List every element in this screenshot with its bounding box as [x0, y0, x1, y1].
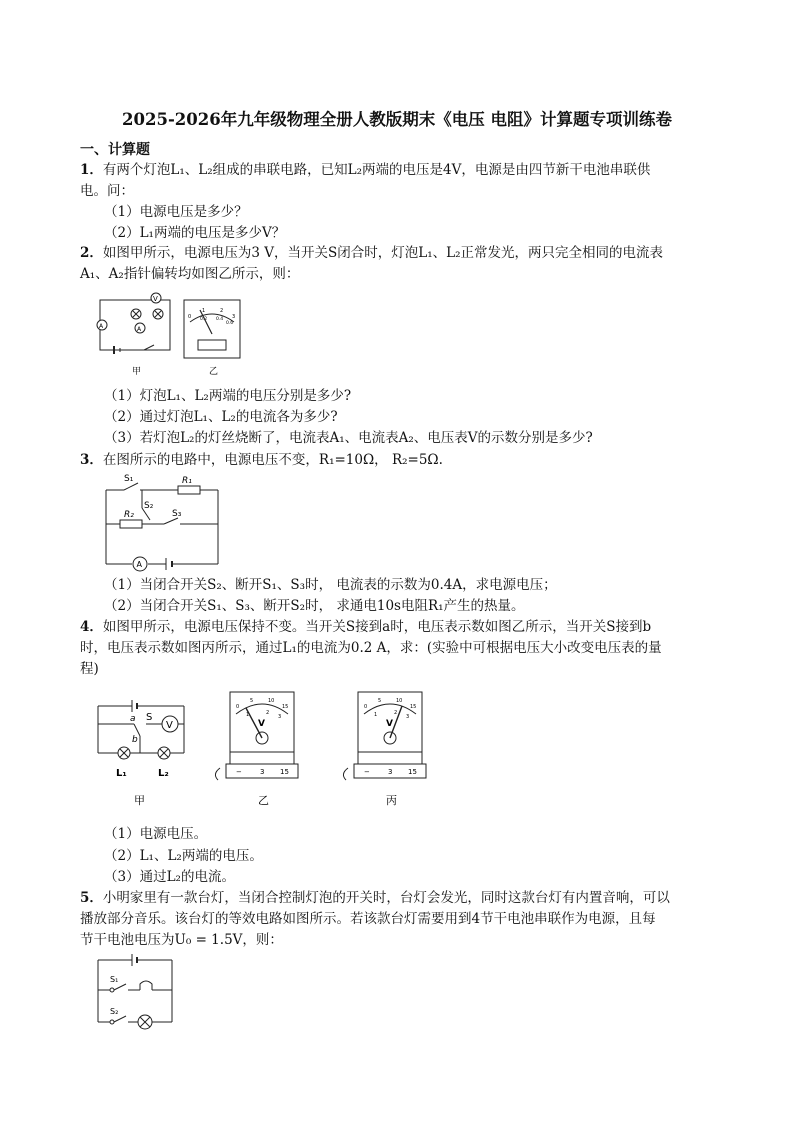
q3-line-1 — [80, 450, 443, 470]
q1-sub-1: （1）电源电压是多少？ — [104, 204, 248, 220]
q4-bing-tick-15: 15 — [410, 704, 417, 710]
q4-caption-yi: 乙 — [258, 794, 269, 807]
q2-switch — [144, 345, 154, 350]
q5-speaker-icon — [140, 981, 152, 990]
q3-resistor-r2 — [120, 520, 142, 528]
q5-number: 5． — [80, 890, 103, 906]
q4-yi-tick-0: 0 — [236, 704, 240, 710]
q3-number: 3． — [80, 452, 103, 468]
q2-tick-2: 2 — [220, 308, 224, 314]
q5-line-1 — [80, 888, 670, 908]
q4-yi-tick-5: 5 — [250, 698, 254, 704]
q2-fig-caption-right: 乙 — [209, 367, 219, 377]
q4-yi-tick-10: 10 — [268, 698, 275, 704]
q4-yi-tick-1: 1 — [246, 712, 250, 718]
q2-number: 2． — [80, 245, 103, 261]
q2-tick-0.6: 0.6 — [226, 321, 234, 326]
q2-line-1 — [80, 243, 663, 263]
q4-sub-2: （2）L₁、L₂两端的电压。 — [104, 848, 263, 864]
q5-figure — [92, 950, 182, 1032]
q4-yi-term-3: 3 — [260, 768, 265, 776]
q5-text-1: 小明家里有一款台灯，当闭合控制灯泡的开关时，台灯会发光，同时这款台灯有内置音响，可以 — [102, 890, 670, 906]
q2-tick-3: 3 — [232, 314, 236, 320]
section-heading: 一、计算题 — [80, 142, 150, 158]
q4-bing-term-15: 15 — [408, 768, 417, 776]
q4-yi-tick-15: 15 — [282, 704, 289, 710]
q5-switch-s1 — [114, 984, 126, 990]
q4-bing-term-3: 3 — [388, 768, 393, 776]
q3-switch-s1 — [124, 483, 138, 490]
q2-circuit-frame — [100, 300, 170, 350]
q5-text-2: 播放部分音乐。该台灯的等效电路如图所示。若该款台灯需要用到4节干电池串联作为电源，且每 — [80, 911, 656, 927]
q3-label-ammeter: A — [136, 560, 142, 569]
q4-caption-bing: 丙 — [386, 794, 397, 807]
q2-sub-2: （2）通过灯泡L₁、L₂的电流各为多少? — [104, 409, 338, 425]
q4-sub-3: （3）通过L₂的电流。 — [104, 869, 235, 885]
q5-switch-s2 — [114, 1016, 126, 1022]
page-title: 2025-2026年九年级物理全册人教版期末《电压 电阻》计算题专项训练卷 — [122, 110, 672, 129]
q5-text-3: 节干电池电压为U₀ = 1.5V，则： — [80, 932, 283, 948]
q3-label-s3: S₃ — [172, 509, 182, 519]
q4-sub-1: （1）电源电压。 — [104, 826, 208, 842]
q3-sub-1: （1）当闭合开关S₂、断开S₁、S₃时， 电流表的示数为0.4A，求电源电压； — [104, 577, 557, 593]
q4-label-l1: L₁ — [116, 768, 127, 779]
q1-text-2: 电。问： — [80, 183, 134, 199]
q4-caption-jia: 甲 — [134, 794, 145, 807]
q5-label-s2: S₂ — [110, 1007, 119, 1016]
q4-yi-term-minus: − — [236, 768, 242, 776]
q2-tick-0-top: 0 — [188, 314, 192, 320]
q4-bing-tick-5: 5 — [378, 698, 382, 704]
q1-line-1 — [80, 160, 650, 180]
q4-label-l2: L₂ — [158, 768, 169, 779]
q1-text-1: 有两个灯泡L₁、L₂组成的串联电路，已知L₂两端的电压是4V，电源是由四节新干电池串联供 — [102, 162, 651, 178]
q4-line-1 — [80, 617, 651, 637]
q3-label-r2: R₂ — [124, 510, 134, 520]
q4-bing-term-minus: − — [364, 768, 370, 776]
q4-bing-v: V — [386, 719, 393, 729]
q2-sub-1: （1）灯泡L₁、L₂两端的电压分别是多少? — [104, 388, 352, 404]
q1-number: 1． — [80, 162, 103, 178]
q2-tick-1: 1 — [202, 308, 206, 314]
q4-bing-tick-1: 1 — [374, 712, 378, 718]
q4-label-a: a — [130, 714, 136, 724]
q4-label-s: S — [146, 712, 153, 723]
q4-label-b: b — [132, 735, 138, 745]
q2-meter-box — [184, 300, 240, 358]
q2-tick-0.2: 0.2 — [200, 317, 208, 322]
q3-figure — [98, 472, 228, 578]
q4-label-v: V — [166, 720, 173, 731]
q4-text-1: 如图甲所示，电源电压保持不变。当开关S接到a时，电压表示数如图乙所示，当开关S接到b — [102, 619, 652, 635]
q4-text-2: 时，电压表示数如图丙所示，通过L₁的电流为0.2 A，求：(实验中可根据电压大小改变电压表的量 — [80, 640, 662, 656]
q3-label-s2: S₂ — [144, 501, 154, 511]
q2-ammeter-a1-label: A — [99, 323, 104, 330]
q3-label-r1: R₁ — [182, 476, 192, 486]
q2-sub-3: （3）若灯泡L₂的灯丝烧断了，电流表A₁、电流表A₂、电压表V的示数分别是多少? — [104, 430, 593, 446]
q4-yi-tick-3: 3 — [278, 714, 282, 720]
q3-text-1: 在图所示的电路中，电源电压不变，R₁=10Ω， R₂=5Ω. — [102, 452, 443, 468]
q2-fig-caption-left: 甲 — [132, 367, 142, 377]
q4-yi-tick-2: 2 — [266, 710, 270, 716]
q4-bing-tick-2: 2 — [394, 710, 398, 716]
q3-label-s1: S₁ — [124, 474, 134, 484]
q4-bing-tick-10: 10 — [396, 698, 403, 704]
q2-text-2: A₁、A₂指针偏转均如图乙所示，则： — [80, 266, 300, 282]
q2-text-1: 如图甲所示，电源电压为3 V，当开关S闭合时，灯泡L₁、L₂正常发光，两只完全相同的电流表 — [102, 245, 664, 261]
q2-ammeter-a2-label: A — [137, 326, 142, 333]
q4-bing-tick-3: 3 — [406, 714, 410, 720]
q4-bing-tick-0: 0 — [364, 704, 368, 710]
q2-figure — [92, 292, 262, 382]
q4-number: 4． — [80, 619, 103, 635]
q3-resistor-r1 — [178, 486, 200, 494]
q3-sub-2: （2）当闭合开关S₁、S₃、断开S₂时， 求通电10s电阻R₁产生的热量。 — [104, 598, 525, 614]
q4-text-3: 程) — [80, 661, 99, 677]
q2-voltmeter-label: V — [153, 295, 158, 303]
q5-label-s1: S₁ — [110, 975, 119, 984]
q4-figure — [90, 686, 450, 812]
q1-sub-2: （2）L₁两端的电压是多少V？ — [104, 225, 286, 241]
q4-yi-v: V — [258, 719, 265, 729]
q4-yi-term-15: 15 — [280, 768, 289, 776]
q2-tick-0.4: 0.4 — [216, 317, 224, 322]
